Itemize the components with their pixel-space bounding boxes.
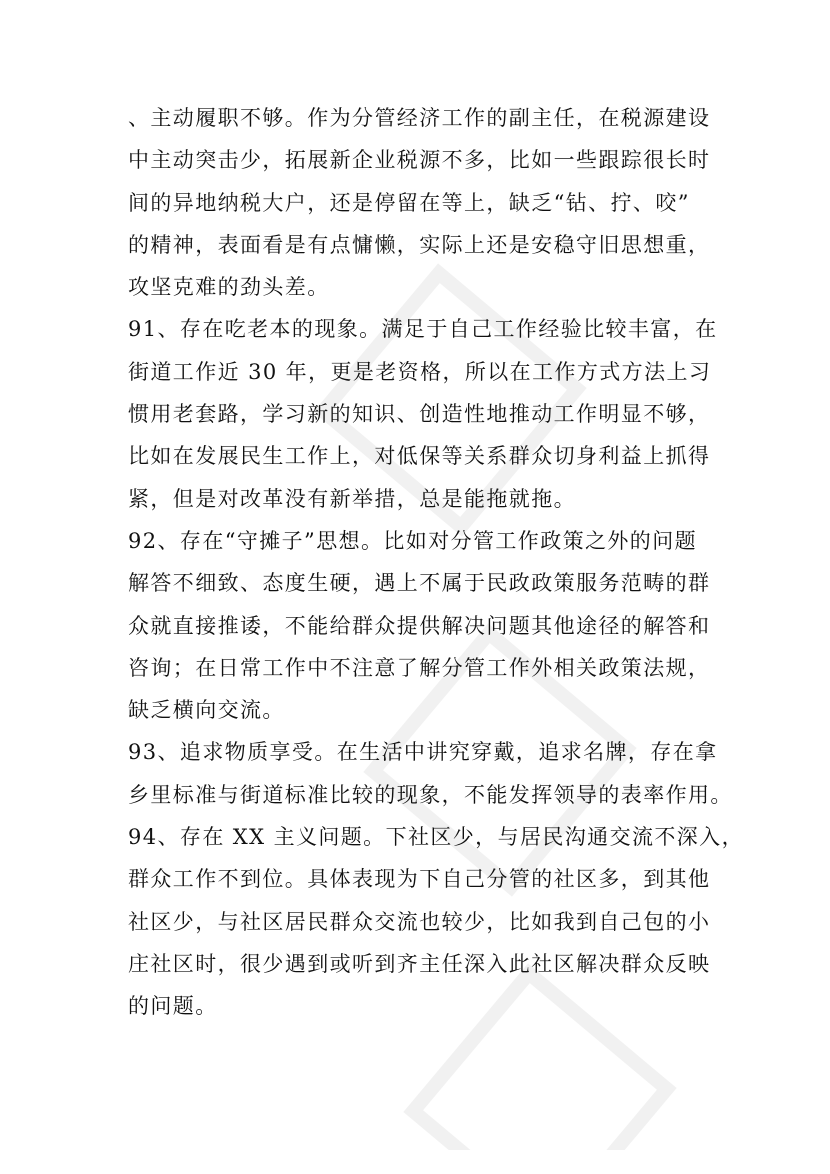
text-line: 乡里标准与街道标准比较的现象，不能发挥领导的表率作用。 (128, 782, 733, 807)
text-line: 92、存在“守摊子”思想。比如对分管工作政策之外的问题 (128, 528, 697, 553)
text-line: 街道工作近 30 年，更是老资格，所以在工作方式方法上习 (128, 359, 712, 384)
text-line: 的精神，表面看是有点慵懒，实际上还是安稳守旧思想重， (128, 232, 711, 257)
text-line: 紧，但是对改革没有新举措，总是能拖就拖。 (128, 486, 576, 511)
text-line: 94、存在 XX 主义问题。下社区少，与居民沟通交流不深入， (128, 825, 744, 850)
text-line: 的问题。 (128, 994, 218, 1019)
text-line: 社区少，与社区居民群众交流也较少，比如我到自己包的小 (128, 909, 711, 934)
text-line: 缺乏横向交流。 (128, 698, 285, 723)
text-line: 93、追求物质享受。在生活中讲究穿戴，追求名牌，存在拿 (128, 740, 718, 765)
text-line: 91、存在吃老本的现象。满足于自己工作经验比较丰富，在 (128, 317, 718, 342)
text-line: 咨询；在日常工作中不注意了解分管工作外相关政策法规， (128, 655, 711, 680)
text-line: 群众工作不到位。具体表现为下自己分管的社区多，到其他 (128, 867, 711, 892)
text-line: 比如在发展民生工作上，对低保等关系群众切身利益上抓得 (128, 444, 711, 469)
text-line: 中主动突击少，拓展新企业税源不多，比如一些跟踪很长时 (128, 148, 711, 173)
text-line: 攻坚克难的劲头差。 (128, 275, 330, 300)
text-line: 解答不细致、态度生硬，遇上不属于民政政策服务范畴的群 (128, 571, 711, 596)
text-line: 间的异地纳税大户，还是停留在等上，缺乏“钻、拧、咬” (128, 190, 690, 215)
text-line: 众就直接推诿，不能给群众提供解决问题其他途径的解答和 (128, 613, 711, 638)
text-line: 、主动履职不够。作为分管经济工作的副主任，在税源建设 (128, 106, 711, 130)
text-line: 惯用老套路，学习新的知识、创造性地推动工作明显不够， (128, 402, 711, 427)
text-line: 庄社区时，很少遇到或听到齐主任深入此社区解决群众反映 (128, 951, 711, 976)
body-text (128, 97, 744, 1028)
